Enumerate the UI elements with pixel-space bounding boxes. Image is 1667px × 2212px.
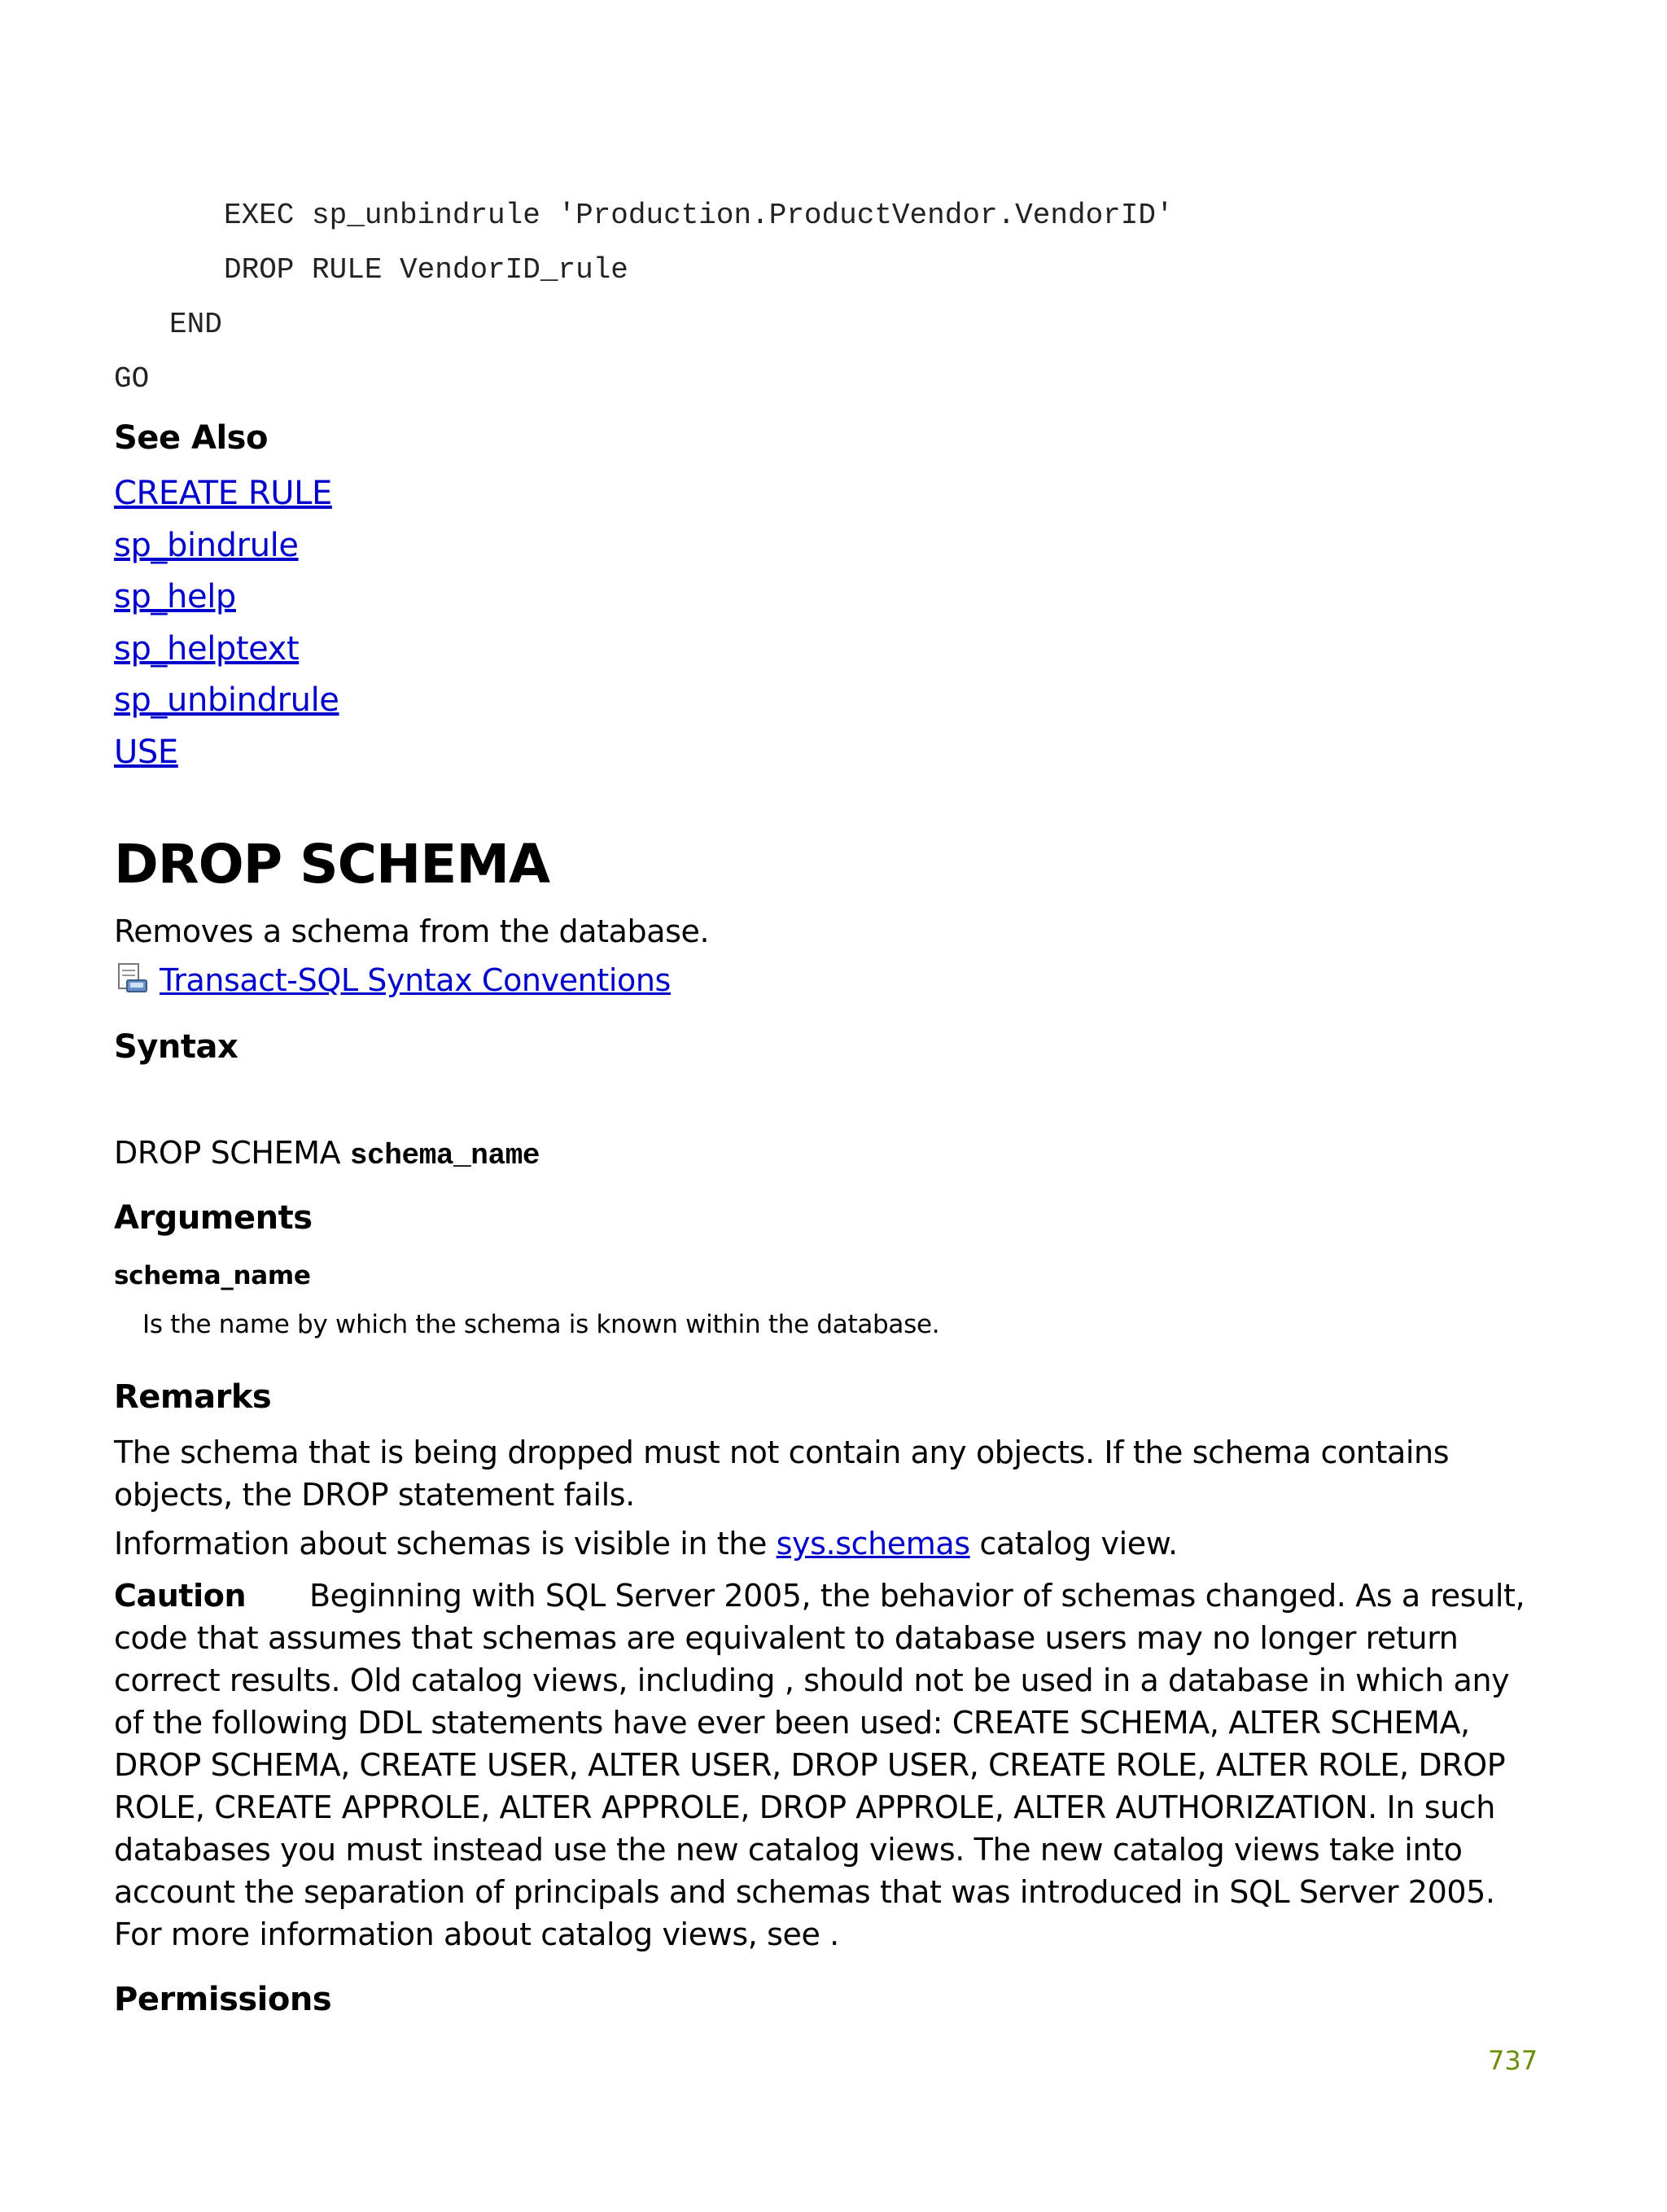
syntax-conventions-icon xyxy=(114,961,150,996)
syntax-keyword: DROP SCHEMA xyxy=(114,1135,350,1171)
caution-label: Caution xyxy=(114,1578,247,1614)
see-also-link-sp-help[interactable]: sp_help xyxy=(114,578,236,615)
remarks-paragraph-2-before: Information about schemas is visible in the xyxy=(114,1526,777,1562)
syntax-statement xyxy=(114,1132,540,1177)
remarks-paragraph-2-after: catalog view. xyxy=(969,1526,1178,1562)
see-also-link-sp-helptext[interactable]: sp_helptext xyxy=(114,630,300,668)
see-also-link-sp-unbindrule[interactable]: sp_unbindrule xyxy=(114,681,339,719)
code-line-drop-rule: DROP RULE VendorID_rule xyxy=(224,253,628,287)
argument-description: Is the name by which the schema is known within the database. xyxy=(142,1310,940,1339)
transact-sql-syntax-conventions-link[interactable]: Transact-SQL Syntax Conventions xyxy=(160,962,671,998)
permissions-heading: Permissions xyxy=(114,1981,332,2018)
see-also-link-use[interactable]: USE xyxy=(114,734,178,771)
code-line-exec: EXEC sp_unbindrule 'Production.ProductVendor.VendorID' xyxy=(224,199,1174,232)
code-line-go: GO xyxy=(114,362,150,396)
see-also-link-create-rule[interactable]: CREATE RULE xyxy=(114,475,332,512)
see-also-link-sp-bindrule[interactable]: sp_bindrule xyxy=(114,527,299,564)
code-line-end: END xyxy=(169,308,222,341)
topic-description: Removes a schema from the database. xyxy=(114,913,710,949)
caution-text: Beginning with SQL Server 2005, the behavior of schemas changed. As a result, code that assumes that schemas are equivalent to database users may no longer return correct results. Old catalog views, including , should not be used in a database in which any of the following DDL statements have ever been used: CREATE SCHEMA, ALTER SCHEMA, DROP SCHEMA, CREATE USER, ALTER USER, DROP USER, CREATE ROLE, ALTER ROLE, DROP ROLE, CREATE APPROLE, ALTER APPROLE, DROP APPROLE, ALTER AUTHORIZATION. In such databases you must instead use the new catalog views. The new catalog views take into account the separation of principals and schemas that was introduced in SQL Server 2005. For more information about catalog views, see . xyxy=(114,1578,1525,1952)
syntax-argument: schema_name xyxy=(349,1139,540,1172)
page-number: 737 xyxy=(1488,2045,1538,2076)
remarks-paragraph-1: The schema that is being dropped must not contain any objects. If the schema contains objects, the DROP statement fails. xyxy=(114,1435,1450,1513)
syntax-heading: Syntax xyxy=(114,1028,238,1066)
remarks-paragraph-2 xyxy=(114,1522,1547,1565)
arguments-heading: Arguments xyxy=(114,1199,313,1237)
topic-title: DROP SCHEMA xyxy=(114,833,550,896)
sys-schemas-link[interactable]: sys.schemas xyxy=(776,1526,970,1562)
remarks-heading: Remarks xyxy=(114,1378,272,1416)
caution-note xyxy=(114,1575,1547,1956)
see-also-heading: See Also xyxy=(114,419,268,457)
argument-name: schema_name xyxy=(114,1261,311,1290)
